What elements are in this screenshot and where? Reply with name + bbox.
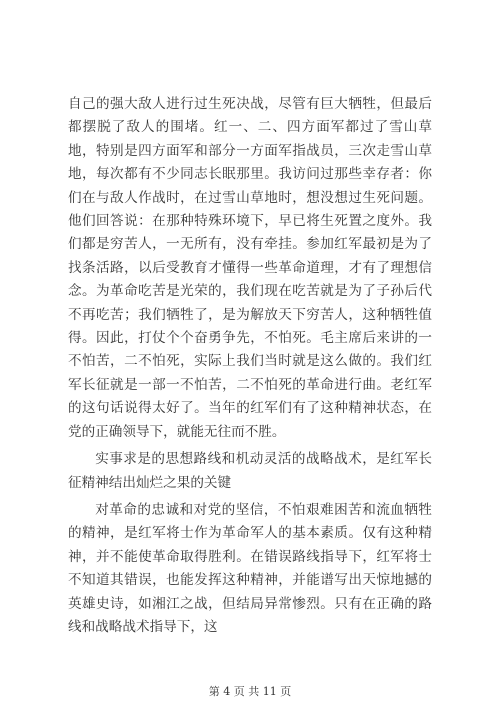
paragraph-3: 对革命的忠诚和对党的坚信，不怕艰难困苦和流血牺牲的精神，是红军将士作为革命军人的基本素质。仅有这种精神，并不能使革命取得胜利。在错误路线指导下，红军将士不知道其错误，也能发挥这种精神，并能谱写出天惊地撼的英雄史诗，如湘江之战，但结局异常惨烈。只有在正确的路线和战略战术指导下，这: [68, 501, 432, 635]
page-footer: 第 4 页 共 11 页: [208, 685, 292, 698]
document-body: [68, 93, 432, 639]
paragraph-2-heading: 实事求是的思想路线和机动灵活的战略战术，是红军长征精神结出灿烂之果的关键: [68, 451, 432, 491]
paragraph-1: 自己的强大敌人进行过生死决战，尽管有巨大牺牲，但最后都摆脱了敌人的围堵。红一、二、四方面军都过了雪山草地，特别是四方面军和部分一方面军指战员，三次走雪山草地，每次都有不少同志长眠那里。我访问过那些幸存者：你们在与敌人作战时，在过雪山草地时，想没想过生死问题。他们回答说：在那种特殊环境下，早已将生死置之度外。我们都是穷苦人，一无所有，没有牵挂。参加红军最初是为了找条活路，以后受教育才懂得一些革命道理，才有了理想信念。为革命吃苦是光荣的，我们现在吃苦就是为了子孙后代不再吃苦；我们牺牲了，是为解放天下穷苦人，这种牺牲值得。因此，打仗个个奋勇争先，不怕死。毛主席后来讲的一不怕苦，二不怕死，实际上我们当时就是这么做的。我们红军长征就是一部一不怕苦，二不怕死的革命进行曲。老红军的这句话说得太好了。当年的红军们有了这种精神状态，在党的正确领导下，就能无往而不胜。: [68, 96, 432, 440]
